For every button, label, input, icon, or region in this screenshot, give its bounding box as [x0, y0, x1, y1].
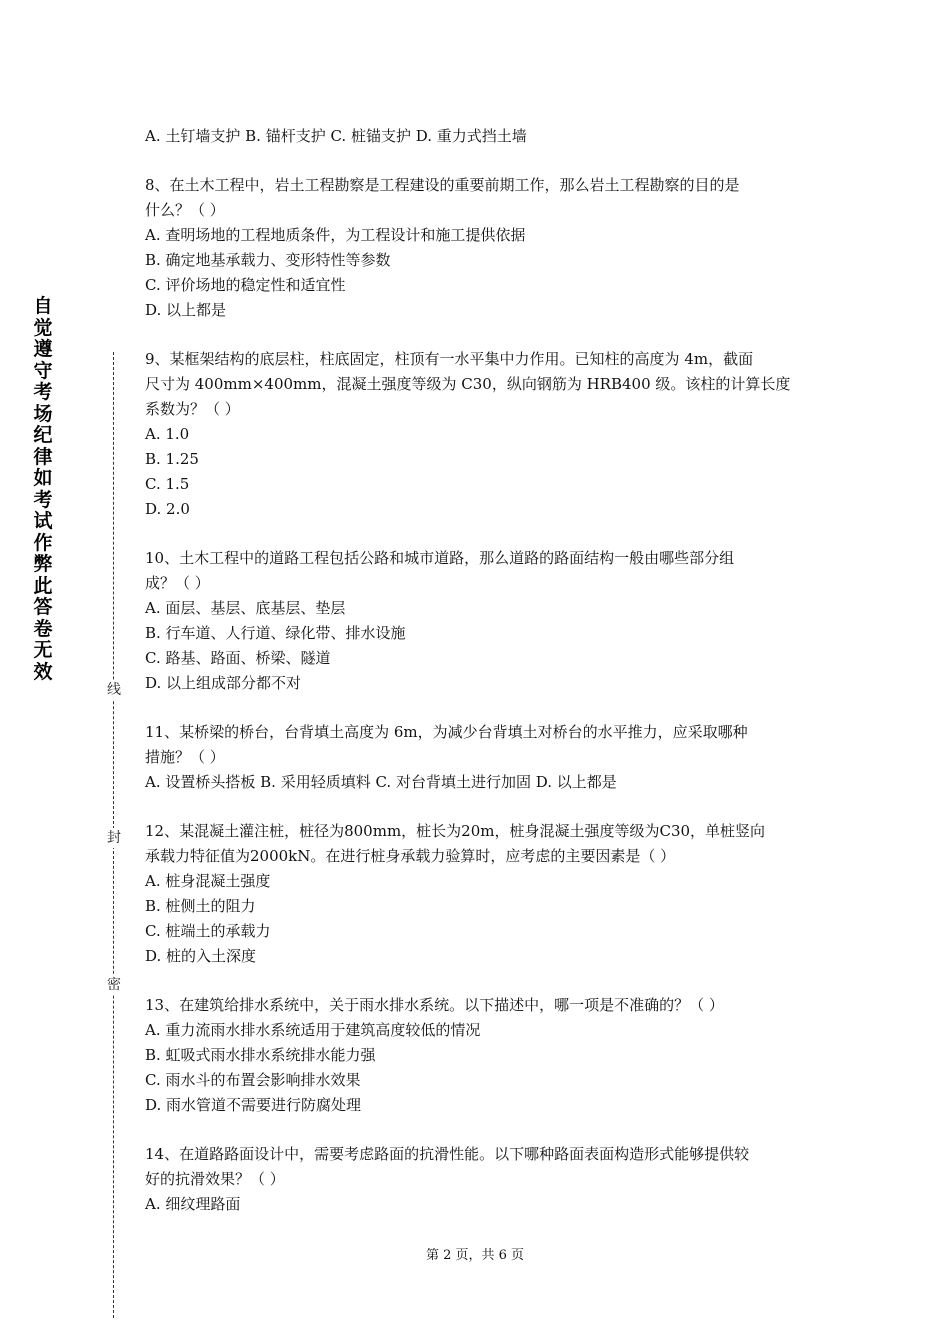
question-text: 10、土木工程中的道路工程包括公路和城市道路，那么道路的路面结构一般由哪些部分组	[145, 549, 735, 567]
answer-option: D. 雨水管道不需要进行防腐处理	[145, 1096, 362, 1114]
side-notice-char: 守	[33, 359, 53, 382]
question-block	[145, 347, 815, 522]
question-text: 9、某框架结构的底层柱，柱底固定，柱顶有一水平集中力作用。已知柱的高度为 4m，截面	[145, 350, 754, 368]
answer-option: C. 雨水斗的布置会影响排水效果	[145, 1071, 361, 1089]
answer-option: A. 设置桥头搭板 B. 采用轻质填料 C. 对台背填土进行加固 D. 以上都是	[145, 773, 617, 791]
answer-option: C. 桩端土的承载力	[145, 922, 271, 940]
answer-option: C. 路基、路面、桥梁、隧道	[145, 649, 331, 667]
side-notice-char: 答	[33, 596, 53, 618]
answer-option: A. 桩身混凝土强度	[145, 872, 271, 890]
answer-option: A. 细纹理路面	[145, 1195, 241, 1213]
side-notice-char: 卷	[33, 617, 53, 640]
question-block	[145, 720, 815, 795]
side-notice-char: 如	[33, 467, 53, 489]
seal-mark-seal: 封	[104, 828, 124, 848]
answer-option: B. 1.25	[145, 450, 199, 468]
answer-option: B. 桩侧土的阻力	[145, 897, 256, 915]
question-text: 13、在建筑给排水系统中，关于雨水排水系统。以下描述中，哪一项是不准确的？（ ）	[145, 996, 724, 1014]
seal-mark-line: 线	[104, 680, 124, 700]
question-block	[145, 819, 815, 969]
side-notice-char: 无	[33, 639, 53, 661]
side-notice-char: 考	[33, 381, 53, 403]
question-block	[145, 173, 815, 323]
side-notice	[30, 296, 56, 683]
question-text: 成？（ ）	[145, 574, 210, 592]
answer-option: B. 确定地基承载力、变形特性等参数	[145, 251, 391, 269]
answer-option: D. 桩的入土深度	[145, 947, 257, 965]
side-notice-char: 场	[33, 402, 53, 425]
question-text: 11、某桥梁的桥台，台背填土高度为 6m，为减少台背填土对桥台的水平推力，应采取哪种	[145, 723, 748, 741]
question-text: 尺寸为 400mm×400mm，混凝土强度等级为 C30，纵向钢筋为 HRB400 级。该柱的计算长度	[145, 375, 791, 393]
question-block	[145, 993, 815, 1118]
side-notice-char: 觉	[33, 316, 53, 339]
side-notice-char: 律	[33, 445, 53, 468]
question-block	[145, 124, 815, 149]
question-text: 什么？（ ）	[145, 201, 225, 219]
question-block	[145, 546, 815, 696]
side-notice-char: 纪	[33, 424, 53, 446]
answer-option: A. 土钉墙支护 B. 锚杆支护 C. 桩锚支护 D. 重力式挡土墙	[145, 127, 527, 145]
side-notice-char: 作	[33, 531, 53, 554]
question-list	[145, 124, 815, 1217]
side-notice-char: 自	[33, 295, 53, 317]
answer-option: A. 重力流雨水排水系统适用于建筑高度较低的情况	[145, 1021, 481, 1039]
question-block	[145, 1142, 815, 1217]
answer-option: D. 以上都是	[145, 301, 227, 319]
side-notice-char: 此	[33, 574, 53, 597]
question-text: 承载力特征值为2000kN。在进行桩身承载力验算时，应考虑的主要因素是（ ）	[145, 847, 676, 865]
side-notice-char: 效	[33, 660, 53, 683]
answer-option: B. 虹吸式雨水排水系统排水能力强	[145, 1046, 376, 1064]
question-text: 12、某混凝土灌注桩，桩径为800mm，桩长为20m，桩身混凝土强度等级为C30，单桩竖向	[145, 822, 766, 840]
answer-option: C. 评价场地的稳定性和适宜性	[145, 276, 346, 294]
question-text: 8、在土木工程中，岩土工程勘察是工程建设的重要前期工作，那么岩土工程勘察的目的是	[145, 176, 740, 194]
side-notice-char: 考	[33, 488, 53, 511]
answer-option: A. 1.0	[145, 425, 190, 443]
answer-option: D. 以上组成部分都不对	[145, 674, 302, 692]
question-text: 措施？（ ）	[145, 748, 225, 766]
answer-option: D. 2.0	[145, 500, 190, 518]
side-notice-char: 试	[33, 510, 53, 532]
answer-option: A. 查明场地的工程地质条件，为工程设计和施工提供依据	[145, 226, 526, 244]
question-text: 好的抗滑效果？（ ）	[145, 1170, 285, 1188]
side-notice-char: 弊	[33, 553, 53, 575]
page-footer: 第 2 页，共 6 页	[425, 1248, 525, 1263]
question-text: 14、在道路路面设计中，需要考虑路面的抗滑性能。以下哪种路面表面构造形式能够提供较	[145, 1145, 750, 1163]
side-notice-char: 遵	[33, 338, 53, 360]
answer-option: C. 1.5	[145, 475, 190, 493]
question-text: 系数为？（ ）	[145, 400, 240, 418]
answer-option: A. 面层、基层、底基层、垫层	[145, 599, 346, 617]
answer-option: B. 行车道、人行道、绿化带、排水设施	[145, 624, 406, 642]
seal-mark-secret: 密	[104, 975, 124, 995]
